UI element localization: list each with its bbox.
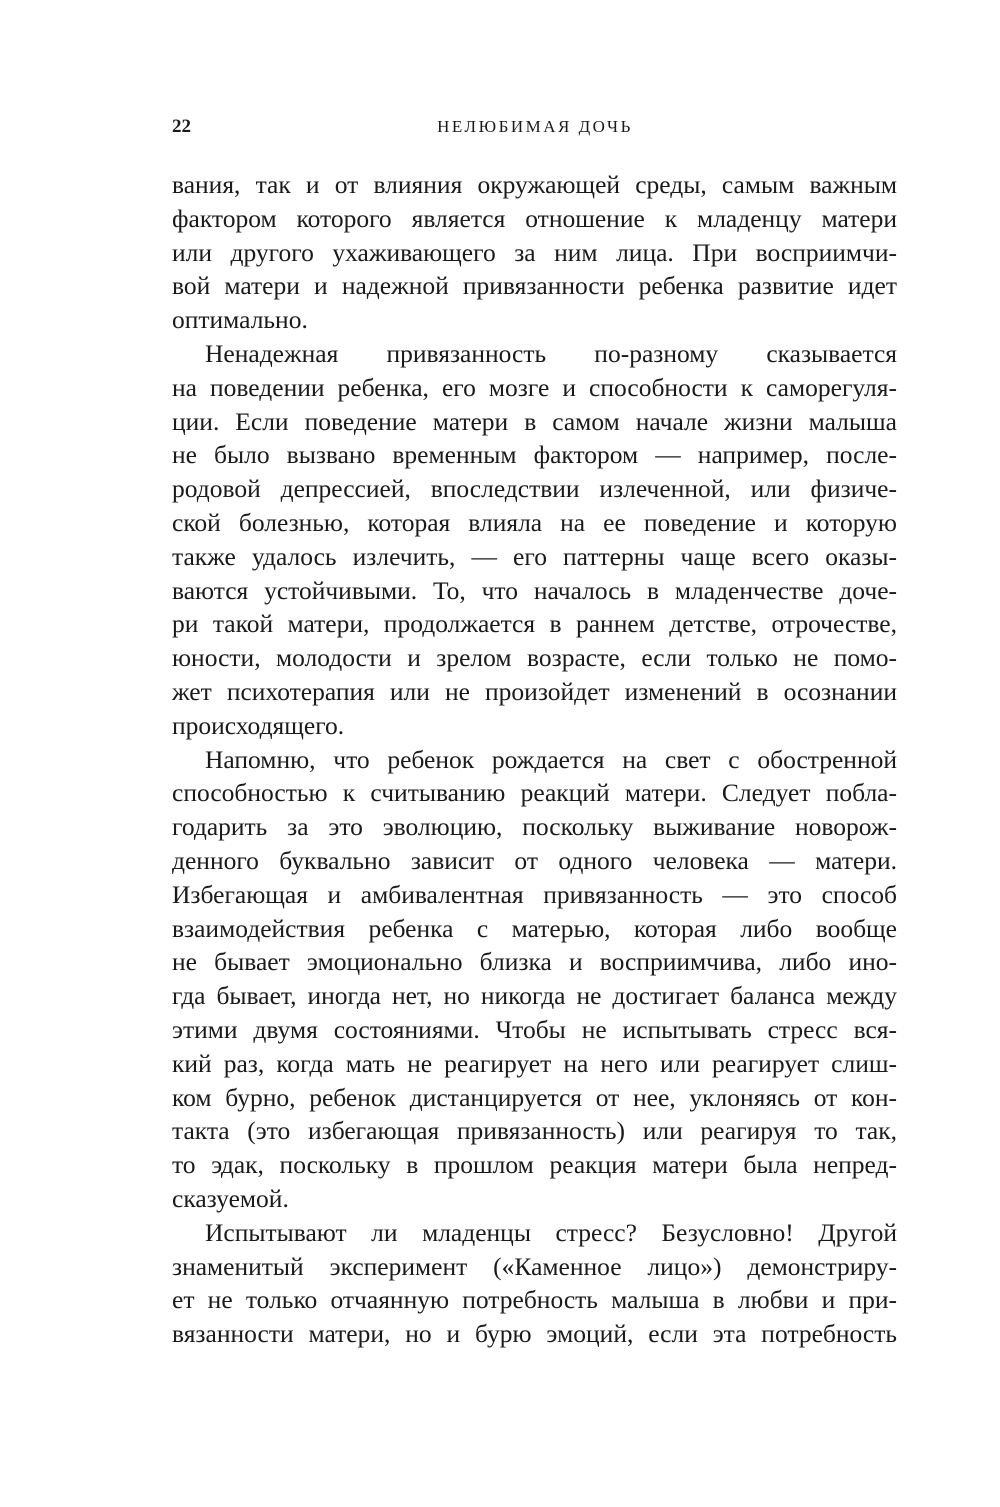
text-line: ской болезнью, которая влияла на ее поведение и которую bbox=[172, 507, 897, 537]
paragraph bbox=[172, 1216, 897, 1351]
text-line: ваются устойчивыми. То, что началось в младенчестве доче- bbox=[172, 575, 897, 605]
text-line: взаимодействия ребенка с матерью, которая либо вообще bbox=[172, 913, 897, 943]
page-number: 22 bbox=[172, 116, 191, 137]
text-line: гда бывает, иногда нет, но никогда не достигает баланса между bbox=[172, 981, 897, 1011]
text-line: не бывает эмоционально близка и восприимчива, либо ино- bbox=[172, 947, 897, 977]
text-line: денного буквально зависит от одного человека — матери. bbox=[172, 845, 897, 875]
text-line: ции. Если поведение матери в самом начале жизни малыша bbox=[172, 406, 897, 436]
text-line: Избегающая и амбивалентная привязанность — это способ bbox=[172, 879, 897, 909]
paragraph bbox=[172, 168, 897, 337]
text-line: сказуемой. bbox=[172, 1183, 289, 1213]
text-line: ет не только отчаянную потребность малыша в любви и при- bbox=[172, 1285, 897, 1315]
text-line: Напомню, что ребенок рождается на свет с обостренной bbox=[205, 744, 897, 774]
text-line: знаменитый эксперимент («Каменное лицо») демонстриру- bbox=[172, 1251, 897, 1281]
text-line: вой матери и надежной привязанности ребенка развитие идет bbox=[172, 271, 897, 301]
text-line: происходящего. bbox=[172, 710, 345, 740]
running-title: НЕЛЮБИМАЯ ДОЧЬ bbox=[437, 117, 633, 136]
text-line: способностью к считыванию реакций матери. Следует побла- bbox=[172, 778, 897, 808]
paragraph bbox=[172, 743, 897, 1216]
text-line: юности, молодости и зрелом возрасте, если только не помо- bbox=[172, 643, 897, 673]
text-line: на поведении ребенка, его мозге и способности к саморегуля- bbox=[172, 372, 897, 402]
text-line: фактором которого является отношение к младенцу матери bbox=[172, 203, 897, 233]
text-line: вания, так и от влияния окружающей среды, самым важным bbox=[172, 170, 897, 199]
text-line: также удалось излечить, — его паттерны чаще всего оказы- bbox=[172, 541, 897, 571]
paragraph bbox=[172, 337, 897, 743]
text-line: кий раз, когда мать не реагирует на него или реагирует слиш- bbox=[172, 1048, 897, 1078]
text-line: Ненадежная привязанность по-разному сказывается bbox=[205, 338, 897, 368]
text-line: то эдак, поскольку в прошлом реакция матери была непред- bbox=[172, 1150, 897, 1180]
text-line: ком бурно, ребенок дистанцируется от нее, уклоняясь от кон- bbox=[172, 1082, 897, 1112]
text-line: не было вызвано временным фактором — например, после- bbox=[172, 440, 897, 470]
text-line: или другого ухаживающего за ним лица. При восприимчи- bbox=[172, 237, 897, 267]
text-line: ри такой матери, продолжается в раннем детстве, отрочестве, bbox=[172, 609, 897, 639]
text-line: годарить за это эволюцию, поскольку выживание новорож- bbox=[172, 812, 897, 842]
text-line: такта (это избегающая привязанность) или реагируя то так, bbox=[172, 1116, 897, 1146]
text-line: оптимально. bbox=[172, 305, 308, 335]
text-line: этими двумя состояниями. Чтобы не испытывать стресс вся- bbox=[172, 1014, 897, 1044]
text-line: Испытывают ли младенцы стресс? Безусловно! Другой bbox=[205, 1217, 897, 1247]
body-text bbox=[172, 168, 897, 1351]
text-line: вязанности матери, но и бурю эмоций, если эта потребность bbox=[172, 1319, 897, 1349]
text-line: жет психотерапия или не произойдет изменений в осознании bbox=[172, 676, 897, 706]
text-line: родовой депрессией, впоследствии излеченной, или физиче- bbox=[172, 474, 897, 504]
